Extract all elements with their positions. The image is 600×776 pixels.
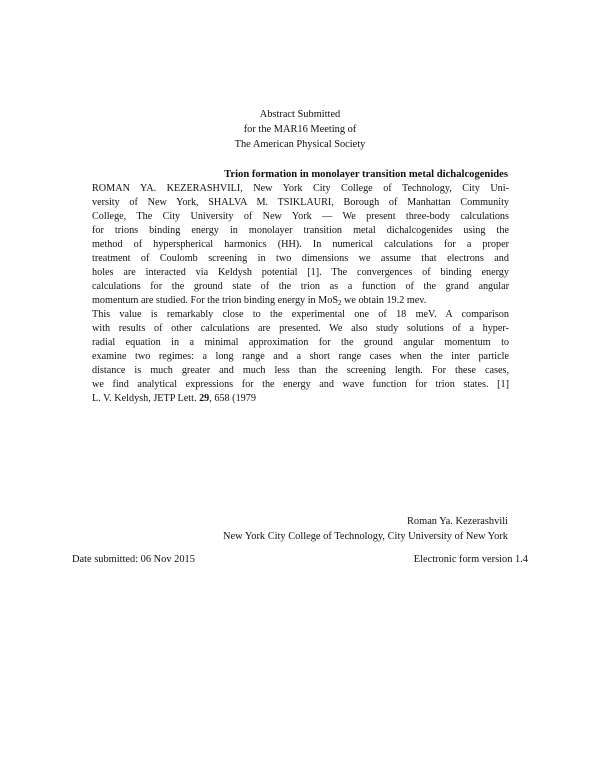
reference-tail: , 658 (1979: [209, 393, 256, 404]
abstract-line-5: method of hyperspherical harmonics (HH). In numerical calculations for a proper: [92, 239, 509, 250]
header-line-2: for the MAR16 Meeting of: [243, 124, 357, 135]
abstract-line-15: we find analytical expressions for the energy and wave function for trion states. [1]: [92, 379, 509, 390]
abstract-line-12: radial equation in a minimal approximation for the ground angular momentum to: [92, 337, 509, 348]
abstract-line-9-tail: we obtain 19.2 mev.: [341, 295, 427, 306]
abstract-line-2: versity of New York, SHALVA M. TSIKLAURI, Borough of Manhattan Community: [92, 197, 509, 208]
abstract-line-9: [92, 294, 509, 308]
author-affiliation: New York City College of Technology, City University of New York: [222, 531, 508, 542]
form-version: Electronic form version 1.4: [413, 554, 528, 565]
date-submitted: Date submitted: 06 Nov 2015: [72, 554, 195, 565]
abstract-line-14: distance is much greater and much less than the screening length. For these cases,: [92, 365, 509, 376]
abstract-line-1: ROMAN YA. KEZERASHVILI, New York City College of Technology, City Uni-: [92, 183, 509, 194]
abstract-line-13: examine two regimes: a long range and a short range cases when the inter particle: [92, 351, 509, 362]
abstract-line-6: treatment of Coulomb screening in two dimensions we assume that electrons and: [92, 253, 509, 264]
reference-volume: 29: [199, 393, 210, 404]
abstract-line-9-text: momentum are studied. For the trion binding energy in MoS: [92, 295, 338, 306]
author-name: Roman Ya. Kezerashvili: [406, 516, 508, 527]
abstract-line-8: calculations for the ground state of the trion as a function of the grand angular: [92, 281, 509, 292]
header-line-1: Abstract Submitted: [259, 109, 341, 120]
abstract-line-3: College, The City University of New York — We present three-body calculations: [92, 211, 509, 222]
header-line-3: The American Physical Society: [234, 139, 366, 150]
abstract-line-4: for trions binding energy in monolayer transition metal dichalcogenides using the: [92, 225, 509, 236]
abstract-line-16: [92, 392, 509, 406]
abstract-title: Trion formation in monolayer transition metal dichalcogenides: [224, 169, 508, 180]
reference-text: L. V. Keldysh, JETP Lett.: [92, 393, 200, 404]
abstract-line-11: with results of other calculations are presented. We also study solutions of a hyper-: [92, 323, 509, 334]
abstract-line-7: holes are interacted via Keldysh potential [1]. The convergences of binding energy: [92, 267, 509, 278]
mos2-subscript: 2: [337, 299, 342, 307]
submission-header: [0, 107, 600, 152]
abstract-line-10: This value is remarkably close to the experimental one of 18 meV. A comparison: [92, 309, 509, 320]
